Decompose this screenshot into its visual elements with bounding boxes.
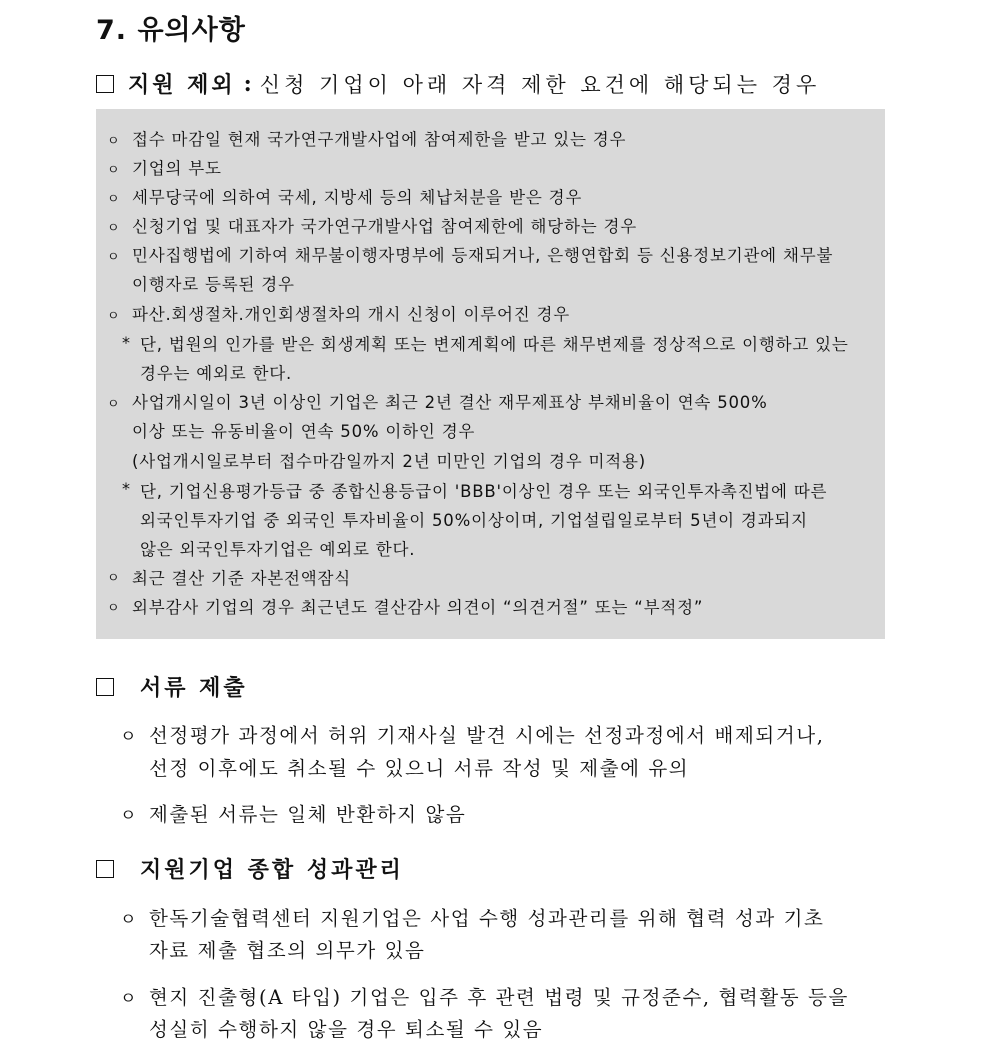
bullet-icon: ㅇ — [107, 309, 120, 324]
checkbox-icon — [96, 860, 114, 878]
criterion-line: 민사집행법에 기하여 채무불이행자명부에 등재되거나, 은행연합회 등 신용정보기관에 채무불 — [132, 246, 834, 265]
criterion-line: 세무당국에 의하여 국세, 지방세 등의 체납처분을 받은 경우 — [132, 188, 583, 207]
checkbox-icon — [96, 678, 114, 696]
criterion-line: 파산.회생절차.개인회생절차의 개시 신청이 이루어진 경우 — [132, 305, 571, 324]
criterion-line: 기업의 부도 — [132, 159, 222, 178]
note-line: 외국인투자기업 중 외국인 투자비율이 50%이상이며, 기업설립일로부터 5년이 경과되지 — [140, 511, 808, 530]
performance-line: 자료 제출 협조의 의무가 있음 — [149, 939, 426, 962]
note-line: 단, 기업신용평가등급 중 종합신용등급이 'BBB'이상인 경우 또는 외국인투자촉진법에 따른 — [140, 482, 828, 501]
performance-line: 한독기술협력센터 지원기업은 사업 수행 성과관리를 위해 협력 성과 기초 — [149, 907, 825, 930]
exclusion-criteria-box — [96, 109, 885, 639]
criterion-line: 외부감사 기업의 경우 최근년도 결산감사 의견이 “의견거절” 또는 “부적정” — [132, 598, 704, 617]
section-documents-title: 서류 제출 — [140, 675, 248, 701]
section-exclusion-colon: : — [243, 70, 252, 97]
checkbox-icon — [96, 75, 114, 93]
bullet-icon: ㅇ — [107, 163, 120, 178]
criterion-line: 접수 마감일 현재 국가연구개발사업에 참여제한을 받고 있는 경우 — [132, 130, 627, 149]
criterion-line: 신청기업 및 대표자가 국가연구개발사업 참여제한에 해당하는 경우 — [132, 217, 637, 236]
bullet-icon: ㅇ — [120, 806, 137, 826]
performance-line: 성실히 수행하지 않을 경우 퇴소될 수 있음 — [149, 1018, 544, 1041]
page-title: 7. 유의사항 — [96, 15, 246, 46]
section-performance-title: 지원기업 종합 성과관리 — [140, 857, 404, 883]
section-exclusion-description: 신청 기업이 아래 자격 제한 요건에 해당되는 경우 — [259, 72, 821, 97]
note-asterisk-icon: * — [122, 479, 130, 498]
section-exclusion-title: 지원 제외 — [128, 72, 236, 98]
criterion-line: 사업개시일이 3년 이상인 기업은 최근 2년 결산 재무제표상 부채비율이 연속 500% — [132, 393, 768, 412]
documents-line: 제출된 서류는 일체 반환하지 않음 — [149, 803, 467, 826]
bullet-icon: ㅇ — [120, 989, 137, 1009]
criterion-line: 이행자로 등록된 경우 — [132, 275, 295, 294]
criterion-line: 이상 또는 유동비율이 연속 50% 이하인 경우 — [132, 422, 476, 441]
note-asterisk-icon: * — [122, 333, 130, 352]
documents-line: 선정 이후에도 취소될 수 있으니 서류 작성 및 제출에 유의 — [149, 757, 690, 780]
bullet-icon: ㅇ — [107, 571, 120, 586]
bullet-icon: ㅇ — [120, 910, 137, 930]
bullet-icon: ㅇ — [107, 250, 120, 265]
criterion-line: 최근 결산 기준 자본전액잠식 — [132, 569, 352, 588]
section-performance-heading — [96, 853, 404, 884]
performance-line: 현지 진출형(A 타입) 기업은 입주 후 관련 법령 및 규정준수, 협력활동 등을 — [149, 986, 849, 1009]
bullet-icon: ㅇ — [120, 727, 137, 747]
criterion-line: (사업개시일로부터 접수마감일까지 2년 미만인 기업의 경우 미적용) — [132, 452, 646, 471]
documents-line: 선정평가 과정에서 허위 기재사실 발견 시에는 선정과정에서 배제되거나, — [149, 724, 825, 747]
bullet-icon: ㅇ — [107, 134, 120, 149]
note-line: 단, 법원의 인가를 받은 회생계획 또는 변제계획에 따른 채무변제를 정상적으로 이행하고 있는 — [140, 335, 849, 354]
bullet-icon: ㅇ — [107, 397, 120, 412]
bullet-icon: ㅇ — [107, 601, 120, 616]
bullet-icon: ㅇ — [107, 192, 120, 207]
note-line: 않은 외국인투자기업은 예외로 한다. — [140, 540, 416, 559]
section-documents-heading — [96, 671, 248, 702]
section-exclusion-heading — [96, 68, 820, 99]
bullet-icon: ㅇ — [107, 221, 120, 236]
note-line: 경우는 예외로 한다. — [140, 364, 293, 383]
